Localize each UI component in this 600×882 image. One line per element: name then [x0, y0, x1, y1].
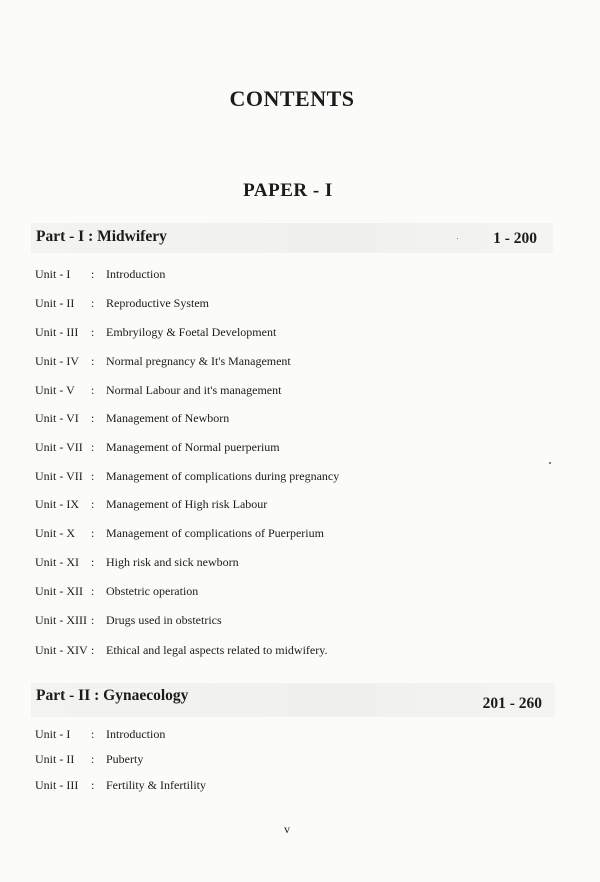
unit-number: Unit - I [35, 267, 71, 281]
scan-speck [457, 238, 458, 239]
separator: : [91, 497, 95, 511]
separator: : [91, 727, 95, 741]
list-item [0, 643, 560, 663]
paper-heading: PAPER - I [243, 180, 333, 201]
list-item [0, 613, 560, 633]
list-item [0, 778, 560, 798]
unit-topic: Drugs used in obstetrics [106, 613, 222, 627]
unit-topic: Ethical and legal aspects related to midwifery. [106, 643, 328, 657]
list-item [0, 497, 560, 517]
list-item [0, 325, 560, 345]
unit-topic: Management of Normal puerperium [106, 440, 280, 454]
unit-number: Unit - VI [35, 411, 79, 425]
list-item [0, 267, 560, 287]
unit-topic: Introduction [106, 267, 166, 281]
list-item [0, 383, 560, 403]
separator: : [91, 778, 95, 792]
list-item [0, 411, 560, 431]
separator: : [91, 555, 95, 569]
unit-number: Unit - II [35, 752, 75, 766]
scan-speck [549, 462, 551, 464]
unit-number: Unit - X [35, 526, 75, 540]
separator: : [91, 613, 95, 627]
page-range: 1 - 200 [493, 230, 537, 247]
unit-topic: Management of High risk Labour [106, 497, 268, 511]
unit-number: Unit - XIII [35, 613, 87, 627]
separator: : [91, 296, 95, 310]
list-item [0, 584, 560, 604]
separator: : [91, 354, 95, 368]
list-item [0, 440, 560, 460]
list-item [0, 555, 560, 575]
unit-number: Unit - XI [35, 555, 79, 569]
part-header [31, 223, 553, 253]
unit-number: Unit - I [35, 727, 71, 741]
page-range: 201 - 260 [482, 695, 542, 712]
unit-number: Unit - IX [35, 497, 79, 511]
part-title: Part - II : Gynaecology [36, 687, 189, 704]
unit-topic: Embryilogy & Foetal Development [106, 325, 277, 339]
separator: : [91, 469, 95, 483]
unit-topic: Introduction [106, 727, 166, 741]
separator: : [91, 643, 95, 657]
unit-number: Unit - VII [35, 469, 83, 483]
unit-number: Unit - XII [35, 584, 83, 598]
unit-topic: Management of complications during pregnancy [106, 469, 340, 483]
separator: : [91, 383, 95, 397]
unit-number: Unit - III [35, 325, 79, 339]
separator: : [91, 267, 95, 281]
separator: : [91, 584, 95, 598]
unit-topic: Reproductive System [106, 296, 209, 310]
separator: : [91, 411, 95, 425]
unit-topic: Management of Newborn [106, 411, 230, 425]
unit-topic: Puberty [106, 752, 144, 766]
unit-topic: High risk and sick newborn [106, 555, 239, 569]
list-item [0, 469, 560, 489]
part-header [31, 683, 555, 717]
unit-topic: Obstetric operation [106, 584, 199, 598]
list-item [0, 752, 560, 772]
part-title: Part - I : Midwifery [36, 228, 167, 245]
unit-number: Unit - II [35, 296, 75, 310]
list-item [0, 526, 560, 546]
separator: : [91, 440, 95, 454]
separator: : [91, 325, 95, 339]
list-item [0, 727, 560, 747]
unit-topic: Fertility & Infertility [106, 778, 206, 792]
separator: : [91, 752, 95, 766]
unit-topic: Normal pregnancy & It's Management [106, 354, 291, 368]
unit-number: Unit - XIV [35, 643, 88, 657]
unit-number: Unit - IV [35, 354, 79, 368]
page-number: v [284, 822, 290, 836]
unit-topic: Management of complications of Puerperium [106, 526, 324, 540]
unit-number: Unit - VII [35, 440, 83, 454]
unit-number: Unit - V [35, 383, 75, 397]
unit-number: Unit - III [35, 778, 79, 792]
separator: : [91, 526, 95, 540]
list-item [0, 296, 560, 316]
list-item [0, 354, 560, 374]
unit-topic: Normal Labour and it's management [106, 383, 282, 397]
page-title: CONTENTS [229, 86, 355, 111]
